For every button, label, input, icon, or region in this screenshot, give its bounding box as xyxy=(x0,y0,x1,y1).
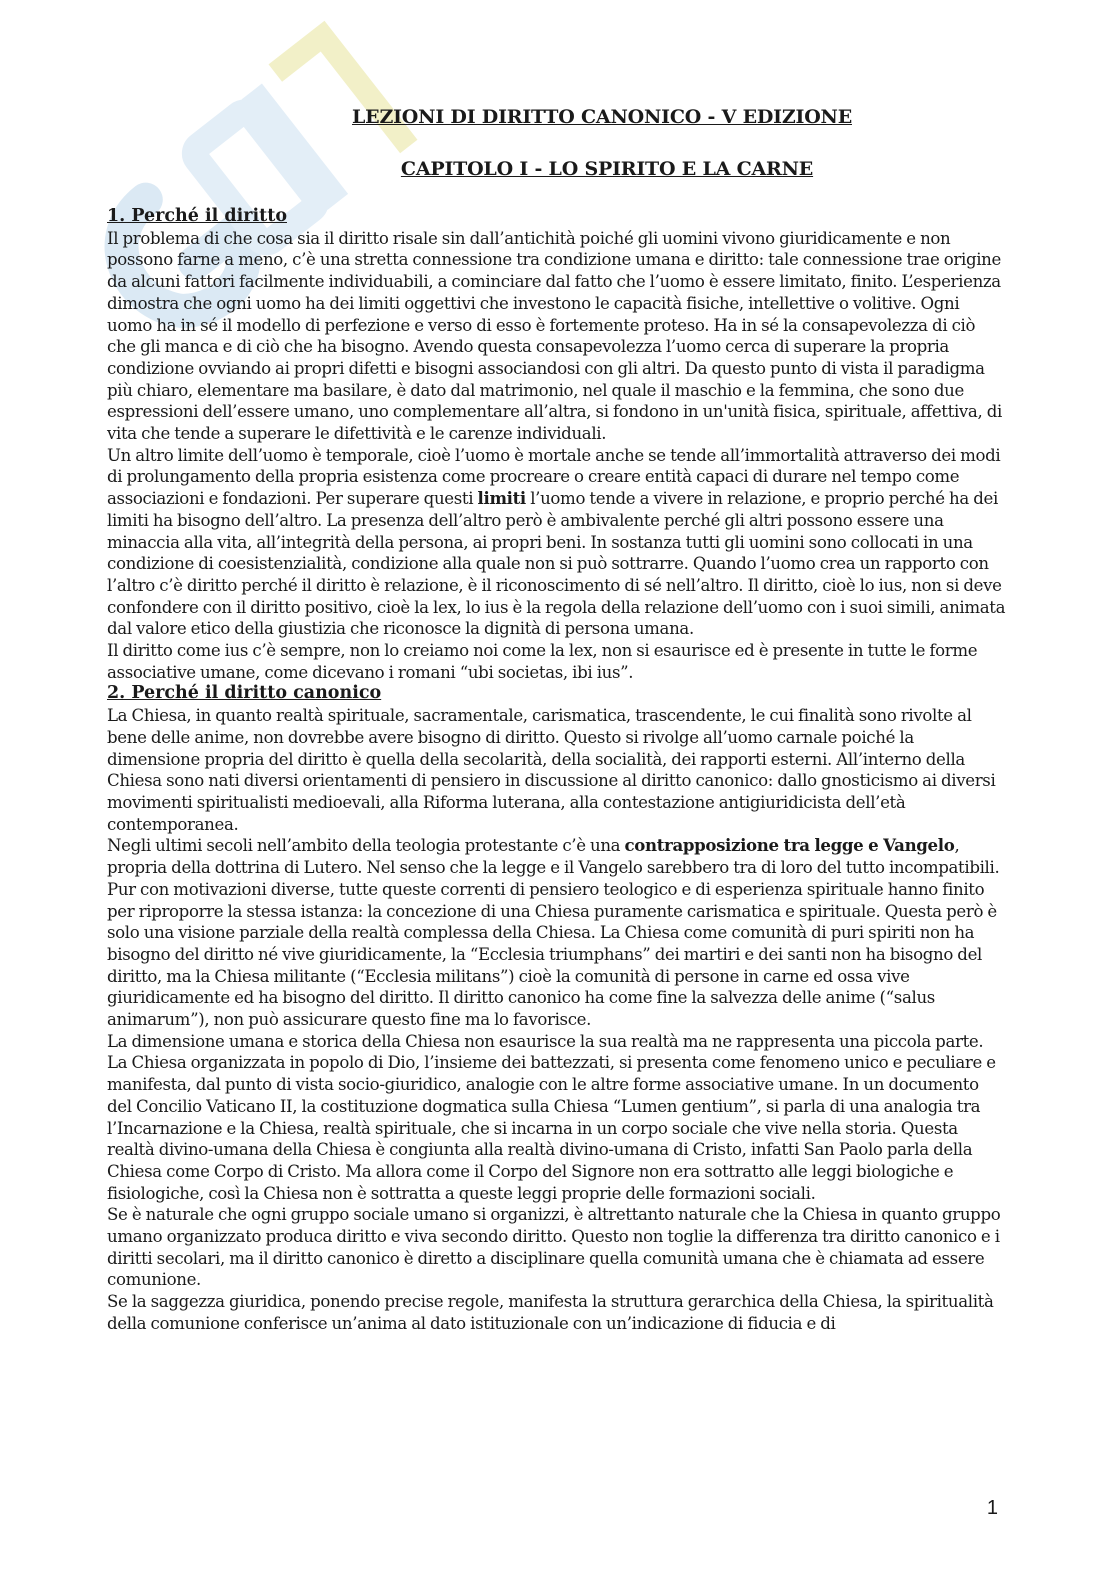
text-run: Negli ultimi secoli nell’ambito della teologia protestante c’è una xyxy=(107,836,625,856)
text-run: Un altro limite dell’uomo è temporale, cioè l’uomo è mortale anche se tende all’immortalità attraverso dei modi di prolungamento della propria esistenza come procreare o creare entità capaci di durare nel tempo come associazioni e fondazioni. Per superare questi xyxy=(107,445,1001,509)
paragraph xyxy=(107,228,1007,445)
document-title: LEZIONI DI DIRITTO CANONICO - V EDIZIONE xyxy=(352,106,852,128)
text-run: Se la saggezza giuridica, ponendo precise regole, manifesta la struttura gerarchica della Chiesa, la spiritualità della comunione conferisce un’anima al dato istituzionale con un’indicazione di fiducia e di xyxy=(107,1292,994,1333)
text-run: Se è naturale che ogni gruppo sociale umano si organizzi, è altrettanto naturale che la Chiesa in quanto gruppo umano organizzato produca diritto e viva secondo diritto. Questo non toglie la differenza tra diritto canonico e i diritti secolari, ma il diritto canonico è diretto a disciplinare quella comunità umana che è chiamata ad essere comunione. xyxy=(107,1205,1001,1290)
sections-container xyxy=(107,206,1007,1335)
document-page xyxy=(107,104,1007,1335)
paragraph xyxy=(107,705,1007,835)
bold-text: limiti xyxy=(477,488,526,509)
text-run: Il problema di che cosa sia il diritto risale sin dall’antichità poiché gli uomini vivono giuridicamente e non possono farne a meno, c’è una stretta connessione tra condizione umana e diritto: tale connessione trae origine da alcuni fattori facilmente individuabili, a cominciare dal fatto che l’uomo è essere limitato, finito. L’esperienza dimostra che ogni uomo ha dei limiti oggettivi che investono le capacità fisiche, intellettive o volitive. Ogni uomo ha in sé il modello di perfezione e verso di esso è fortemente proteso. Ha in sé la consapevolezza di ciò che gli manca e di ciò che ha bisogno. Avendo questa consapevolezza l’uomo cerca di superare la propria condizione ovviando ai propri difetti e bisogni associandosi con gli altri. Da questo punto di vista il paradigma più chiaro, elementare ma basilare, è dato dal matrimonio, nel quale il maschio e la femmina, che sono due espressioni dell’essere umano, uno complementare all’altra, si fondono in un'unità fisica, spirituale, affettiva, di vita che tende a superare le difettività e le carenze individuali. xyxy=(107,228,1002,444)
text-run: La dimensione umana e storica della Chiesa non esaurisce la sua realtà ma ne rappresenta una piccola parte. La Chiesa organizzata in popolo di Dio, l’insieme dei battezzati, si presenta come fenomeno unico e peculiare e manifesta, dal punto di vista socio-giuridico, analogie con le altre forme associative umane. In un documento del Concilio Vaticano II, la costituzione dogmatica sulla Chiesa “Lumen gentium”, si parla di una analogia tra l’Incarnazione e la Chiesa, realtà spirituale, che si incarna in un corpo sociale che vive nella storia. Questa realtà divino-umana della Chiesa è congiunta alla realtà divino-umana di Cristo, infatti San Paolo parla della Chiesa come Corpo di Cristo. Ma allora come il Corpo del Signore non era sottratto alle leggi biologiche e fisiologiche, così la Chiesa non è sottratta a queste leggi proprie delle formazioni sociali. xyxy=(107,1031,996,1203)
chapter-title: CAPITOLO I - LO SPIRITO E LA CARNE xyxy=(400,158,814,180)
paragraph xyxy=(107,1291,1007,1334)
text-run: La Chiesa, in quanto realtà spirituale, sacramentale, carismatica, trascendente, le cui finalità sono rivolte al bene delle anime, non dovrebbe avere bisogno di diritto. Questo si rivolge all’uomo carnale poiché la dimensione propria del diritto è quella della secolarità, della socialità, dei rapporti esterni. All’interno della Chiesa sono nati diversi orientamenti di pensiero in discussione al diritto canonico: dallo gnosticismo ai diversi movimenti spiritualisti medioevali, alla Riforma luterana, alla contestazione antigiuridicista dell’età contemporanea. xyxy=(107,706,996,834)
paragraph xyxy=(107,640,1007,683)
text-run: , propria della dottrina di Lutero. Nel senso che la legge e il Vangelo sarebbero tra di loro del tutto incompatibili. Pur con motivazioni diverse, tutte queste correnti di pensiero teologico e di esperienza spirituale hanno finito per riproporre la stessa istanza: la concezione di una Chiesa puramente carismatica e spirituale. Questa però è solo una visione parziale della realtà complessa della Chiesa. La Chiesa come comunità di puri spiriti non ha bisogno del diritto né vive giuridicamente, la “Ecclesia triumphans” dei martiri e dei santi non ha bisogno del diritto, ma la Chiesa militante (“Ecclesia militans”) cioè la comunità di persone in carne ed ossa vive giuridicamente ed ha bisogno del diritto. Il diritto canonico ha come fine la salvezza delle anime (“salus animarum”), non può assicurare questo fine ma lo favorisce. xyxy=(107,836,1000,1030)
section-heading: 2. Perché il diritto canonico xyxy=(107,683,382,704)
text-run: l’uomo tende a vivere in relazione, e proprio perché ha dei limiti ha bisogno dell’altro. La presenza dell’altro però è ambivalente perché gli altri possono essere una minaccia alla vita, all’integrità della persona, ai propri beni. In sostanza tutti gli uomini sono collocati in una condizione di coesistenzialità, condizione alla quale non si può sottrarre. Quando l’uomo crea un rapporto con l’altro c’è diritto perché il diritto è relazione, è il riconoscimento di sé nell’altro. Il diritto, cioè lo ius, non si deve confondere con il diritto positivo, cioè la lex, lo ius è la regola della relazione dell’uomo con i suoi simili, animata dal valore etico della giustizia che riconosce la dignità di persona umana. xyxy=(107,489,1006,639)
paragraph xyxy=(107,1204,1007,1291)
page-number: 1 xyxy=(986,1497,998,1519)
paragraph xyxy=(107,445,1007,640)
section-heading: 1. Perché il diritto xyxy=(107,206,287,226)
text-run: Il diritto come ius c’è sempre, non lo creiamo noi come la lex, non si esaurisce ed è presente in tutte le forme associative umane, come dicevano i romani “ubi societas, ibi ius”. xyxy=(107,641,978,682)
paragraph xyxy=(107,1031,1007,1205)
paragraph xyxy=(107,835,1007,1030)
bold-text: contrapposizione tra legge e Vangelo xyxy=(624,835,955,856)
